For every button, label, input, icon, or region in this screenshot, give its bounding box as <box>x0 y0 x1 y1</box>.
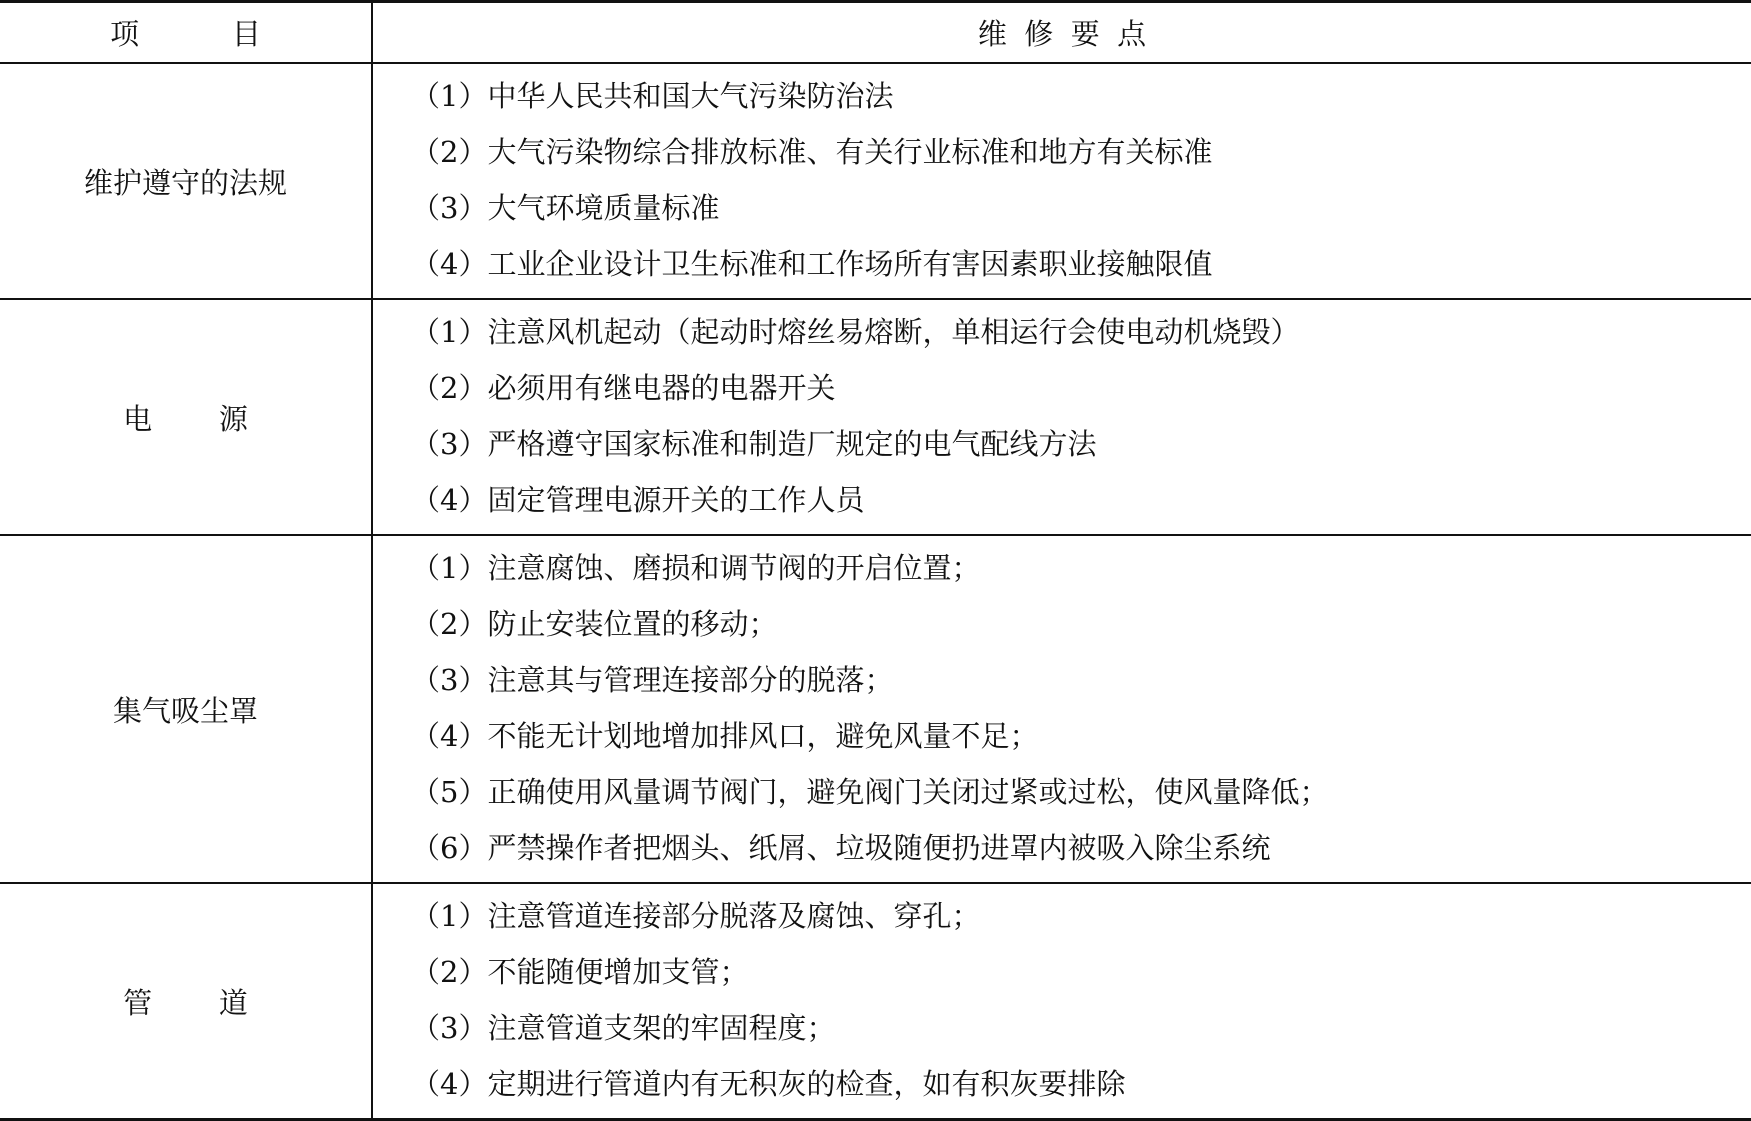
point-item: （6）严禁操作者把烟头、纸屑、垃圾随便扔进罩内被吸入除尘系统 <box>411 831 1271 865</box>
point-item: （3）严格遵守国家标准和制造厂规定的电气配线方法 <box>411 427 1097 461</box>
point-item: （3）大气环境质量标准 <box>411 191 720 225</box>
point-item: （1）注意风机起动（起动时熔丝易熔断，单相运行会使电动机烧毁） <box>411 315 1300 349</box>
point-item: （5）正确使用风量调节阀门，避免阀门关闭过紧或过松，使风量降低； <box>411 775 1329 809</box>
table-row <box>0 299 1751 535</box>
point-item: （4）工业企业设计卫生标准和工作场所有害因素职业接触限值 <box>411 247 1213 281</box>
row-points <box>372 299 1751 535</box>
header-row <box>0 2 1751 64</box>
table-row <box>0 883 1751 1120</box>
row-item-duct: 管道 <box>0 883 372 1120</box>
header-points: 维修要点 <box>372 2 1751 64</box>
point-item: （2）必须用有继电器的电器开关 <box>411 371 836 405</box>
table-row <box>0 535 1751 883</box>
row-points <box>372 63 1751 299</box>
point-item: （1）注意管道连接部分脱落及腐蚀、穿孔； <box>411 899 981 933</box>
row-item-hood: 集气吸尘罩 <box>0 535 372 883</box>
point-item: （2）大气污染物综合排放标准、有关行业标准和地方有关标准 <box>411 135 1213 169</box>
point-item: （4）固定管理电源开关的工作人员 <box>411 483 865 517</box>
point-item: （1）中华人民共和国大气污染防治法 <box>411 79 894 113</box>
table-row <box>0 63 1751 299</box>
row-points <box>372 535 1751 883</box>
point-item: （4）不能无计划地增加排风口，避免风量不足； <box>411 719 1039 753</box>
point-item: （2）防止安装位置的移动； <box>411 607 778 641</box>
point-item: （2）不能随便增加支管； <box>411 955 749 989</box>
row-points <box>372 883 1751 1120</box>
point-item: （3）注意管道支架的牢固程度； <box>411 1011 836 1045</box>
row-item-regulations: 维护遵守的法规 <box>0 63 372 299</box>
row-item-power: 电源 <box>0 299 372 535</box>
point-item: （4）定期进行管道内有无积灰的检查，如有积灰要排除 <box>411 1067 1126 1101</box>
point-item: （3）注意其与管理连接部分的脱落； <box>411 663 894 697</box>
point-item: （1）注意腐蚀、磨损和调节阀的开启位置； <box>411 551 981 585</box>
header-item: 项目 <box>0 2 372 64</box>
